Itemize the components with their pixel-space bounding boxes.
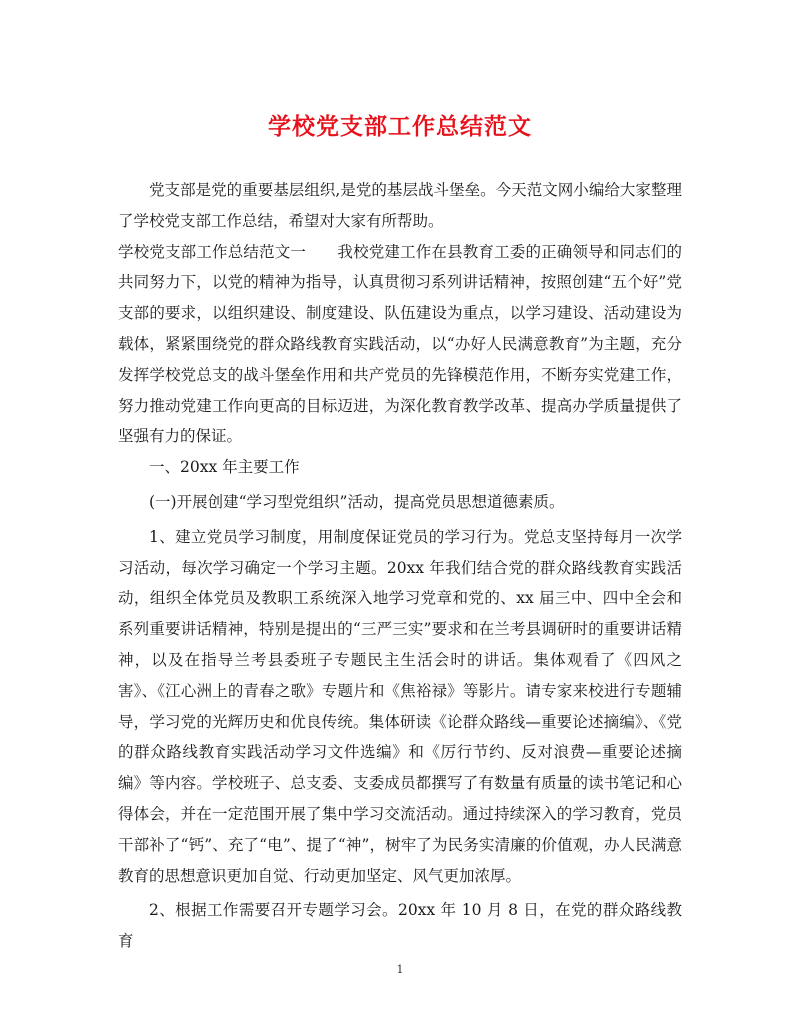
body-paragraph: 2、根据工作需要召开专题学习会。20xx 年 10 月 8 日，在党的群众路线教育 xyxy=(118,901,682,951)
section-heading: 一、20xx 年主要工作 xyxy=(149,458,300,477)
body-paragraph: 1、建立党员学习制度，用制度保证党员的学习行为。党总支坚持每月一次学习活动，每次学习确定一个学习主题。20xx 年我们结合党的群众路线教育实践活动，组织全体党员及教职工系统深入地学习党章和党的、xx 届三中、四中全会和系列重要讲话精神，特别是提出的“三严三实”要求和在兰考县调研时的重要讲话精神，以及在指导兰考县委班子专题民主生活会时的讲话。集体观看了《四风之害》、《江心洲上的青春之歌》专题片和《焦裕禄》等影片。请专家来校进行专题辅导，学习党的光辉历史和优良传统。集体研读《论群众路线—重要论述摘编》、《党的群众路线教育实践活动学习文件选编》和《厉行节约、反对浪费—重要论述摘编》等内容。学校班子、总支委、支委成员都撰写了有数量有质量的读书笔记和心得体会，并在一定范围开展了集中学习交流活动。通过持续深入的学习教育，党员干部补了“钙”、充了“电”、提了“神”，树牢了为民务实清廉的价值观，办人民满意教育的思想意识更加自觉、行动更加坚定、风气更加浓厚。 xyxy=(118,527,682,885)
body-paragraph: 学校党支部工作总结范文一 我校党建工作在县教育工委的正确领导和同志们的共同努力下，以党的精神为指导，认真贯彻习系列讲话精神，按照创建“五个好”党支部的要求，以组织建设、制度建设、队伍建设为重点，以学习建设、活动建设为载体，紧紧围绕党的群众路线教育实践活动，以“办好人民满意教育”为主题，充分发挥学校党总支的战斗堡垒作用和共产党员的先锋模范作用，不断夯实党建工作，努力推动党建工作向更高的目标迈进，为深化教育教学改革、提高办学质量提供了坚强有力的保证。 xyxy=(118,242,682,446)
intro-paragraph: 党支部是党的重要基层组织,是党的基层战斗堡垒。今天范文网小编给大家整理了学校党支部工作总结，希望对大家有所帮助。 xyxy=(118,181,682,230)
document-body xyxy=(118,175,682,957)
subsection-heading: (一)开展创建“学习型党组织”活动，提高党员思想道德素质。 xyxy=(149,492,565,511)
document-title: 学校党支部工作总结范文 xyxy=(268,113,532,140)
page-number: 1 xyxy=(396,963,404,976)
